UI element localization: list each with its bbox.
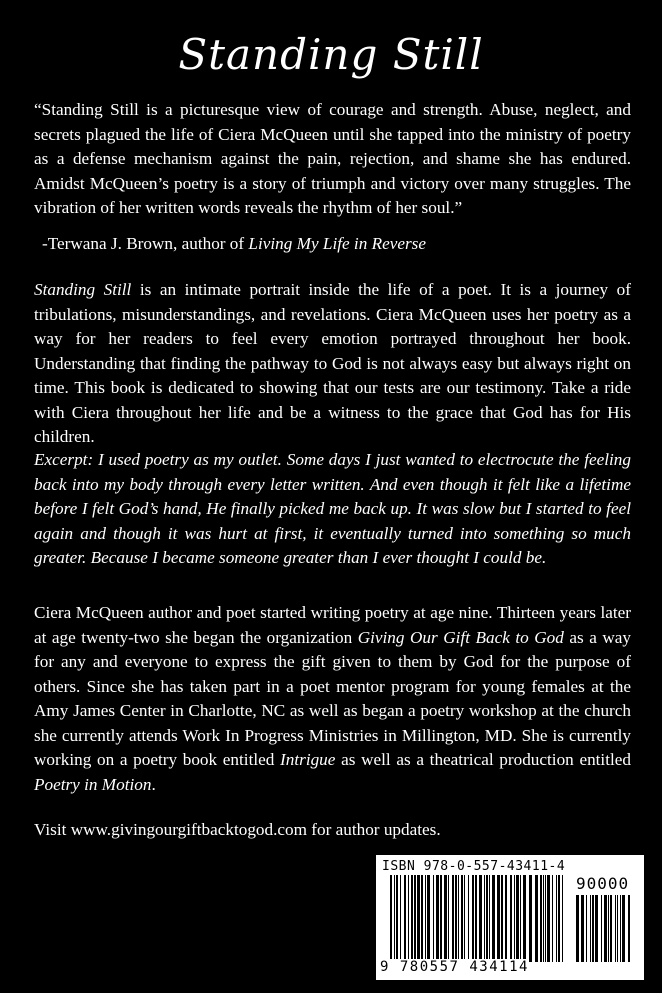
description-text: is an intimate portrait inside the life of a poet. It is a journey of tribulations, misunderstandings, and revelations. Ciera McQueen uses her poetry as a way for her readers to feel every emotion portrayed throughout her book. Understanding that finding the pathway to God is not always easy but always right on time. This book is dedicated to showing that our tests are our testimony. Take a ride with Ciera throughout her life and be a witness to the grace that God has for His children. <box>34 280 631 446</box>
barcode-bar <box>516 875 519 962</box>
barcode-bar <box>604 895 607 962</box>
barcode-bar <box>620 895 621 962</box>
barcode-bar <box>501 875 503 962</box>
isbn-barcode <box>376 855 644 980</box>
barcode-bar <box>523 875 526 962</box>
barcode-bar <box>464 875 465 962</box>
bio-text-2: as a way for any and everyone to express the gift given to them by God for the purpose of others. Since she has taken part in a poet mentor program for young females at the Amy James Center in Charlotte, NC as well as began a poetry workshop at the church she currently attends Work In Progress Ministries in Millington, MD. She is currently working on a poetry book entitled <box>34 627 631 769</box>
barcode-bar <box>475 875 477 962</box>
barcode-bar <box>505 875 507 962</box>
barcode-bar <box>590 895 591 962</box>
bio-book-intrigue: Intrigue <box>280 750 336 769</box>
barcode-bar <box>592 895 594 962</box>
barcode-bar <box>489 875 490 962</box>
review-quote: “Standing Still is a picturesque view of courage and strength. Abuse, neglect, and secrets plagued the life of Ciera McQueen until she tapped into the ministry of poetry as a defense mechanism against the pain, rejection, and shame she has endured. Amidst McQueen’s poetry is a story of triumph and victory over many struggles. The vibration of her written words reveals the rhythm of her soul.” <box>34 100 631 217</box>
description-book-title: Standing Still <box>34 280 132 299</box>
bio-text-4: . <box>151 774 156 794</box>
barcode-bar <box>622 895 625 962</box>
barcode-bar <box>535 875 538 962</box>
barcode-bar <box>394 875 395 962</box>
barcode-bar <box>586 895 587 962</box>
barcode-bar <box>540 875 542 962</box>
barcode-bar <box>444 875 447 962</box>
bio-text-3: as well as a theatrical production entitled <box>335 750 631 769</box>
barcode-bar <box>396 875 398 962</box>
barcode-bar <box>628 895 630 962</box>
attribution-book-title: Living My Life in Reverse <box>248 234 426 253</box>
barcode-bar <box>461 875 463 962</box>
barcode-bar <box>576 895 579 962</box>
bio-text-1: Ciera McQueen author and poet started writing poetry at age nine. Thirteen years later at age twenty-two she began the organization <box>34 603 631 647</box>
attribution-prefix: -Terwana J. Brown, author of <box>42 234 249 253</box>
barcode-bar <box>556 875 557 962</box>
barcode-bar <box>448 875 449 962</box>
barcode-bar <box>414 875 416 962</box>
barcode-bar <box>529 875 532 962</box>
barcode-bar <box>455 875 457 962</box>
barcode-bar <box>390 875 392 962</box>
quote-attribution <box>42 232 639 257</box>
barcode-bar <box>595 895 598 962</box>
barcode-bar <box>543 875 544 962</box>
barcode-bar <box>562 875 563 962</box>
barcode-bar <box>404 875 406 962</box>
book-description <box>34 278 631 450</box>
barcode-bar <box>484 875 485 962</box>
barcode-bar <box>411 875 413 962</box>
barcode-bar <box>479 875 482 962</box>
barcode-bar <box>408 875 409 962</box>
barcode-bar <box>452 875 454 962</box>
barcode-bar <box>436 875 439 962</box>
barcode-bar <box>552 875 553 962</box>
bio-production-title: Poetry in Motion <box>34 774 152 794</box>
barcode-addon-number: 90000 <box>576 874 630 893</box>
barcode-bar <box>608 895 609 962</box>
barcode-bar <box>601 895 602 962</box>
barcode-main-bars <box>390 875 566 962</box>
barcode-bar <box>421 875 423 962</box>
book-title: Standing Still <box>178 30 484 79</box>
barcode-bar <box>417 875 420 962</box>
barcode-bar <box>458 875 459 962</box>
barcode-bar <box>581 895 584 962</box>
barcode-bar <box>472 875 474 962</box>
book-excerpt: Excerpt: I used poetry as my outlet. Some days I just wanted to electrocute the feeling back into my body through every letter written. And even though it felt like a lifetime before I felt God’s hand, He finally picked me back up. It was slow but I started to feel again and though it was hurt at first, it eventually turned into something so much greater. Because I became someone greater than I ever thought I could be. <box>34 450 631 567</box>
barcode-bar <box>440 875 442 962</box>
author-bio <box>34 601 631 797</box>
barcode-bar <box>510 875 512 962</box>
barcode-bar <box>617 895 618 962</box>
barcode-bar <box>547 875 550 962</box>
barcode-bar <box>514 875 515 962</box>
barcode-bar <box>433 875 434 962</box>
barcode-bar <box>400 875 401 962</box>
barcode-bar <box>486 875 488 962</box>
barcode-bar <box>492 875 495 962</box>
barcode-addon-bars <box>576 895 634 962</box>
barcode-bar <box>425 875 426 962</box>
barcode-bar <box>427 875 430 962</box>
isbn-label: ISBN 978-0-557-43411-4 <box>382 859 566 874</box>
barcode-number: 9 780557 434114 <box>380 959 529 975</box>
barcode-bar <box>558 875 560 962</box>
bio-organization: Giving Our Gift Back to God <box>357 627 564 647</box>
barcode-bar <box>615 895 616 962</box>
website-note: Visit www.givingourgiftbacktogod.com for author updates. <box>34 820 441 839</box>
barcode-bar <box>468 875 469 962</box>
barcode-bar <box>520 875 521 962</box>
barcode-bar <box>497 875 500 962</box>
barcode-bar <box>545 875 546 962</box>
barcode-bar <box>610 895 612 962</box>
